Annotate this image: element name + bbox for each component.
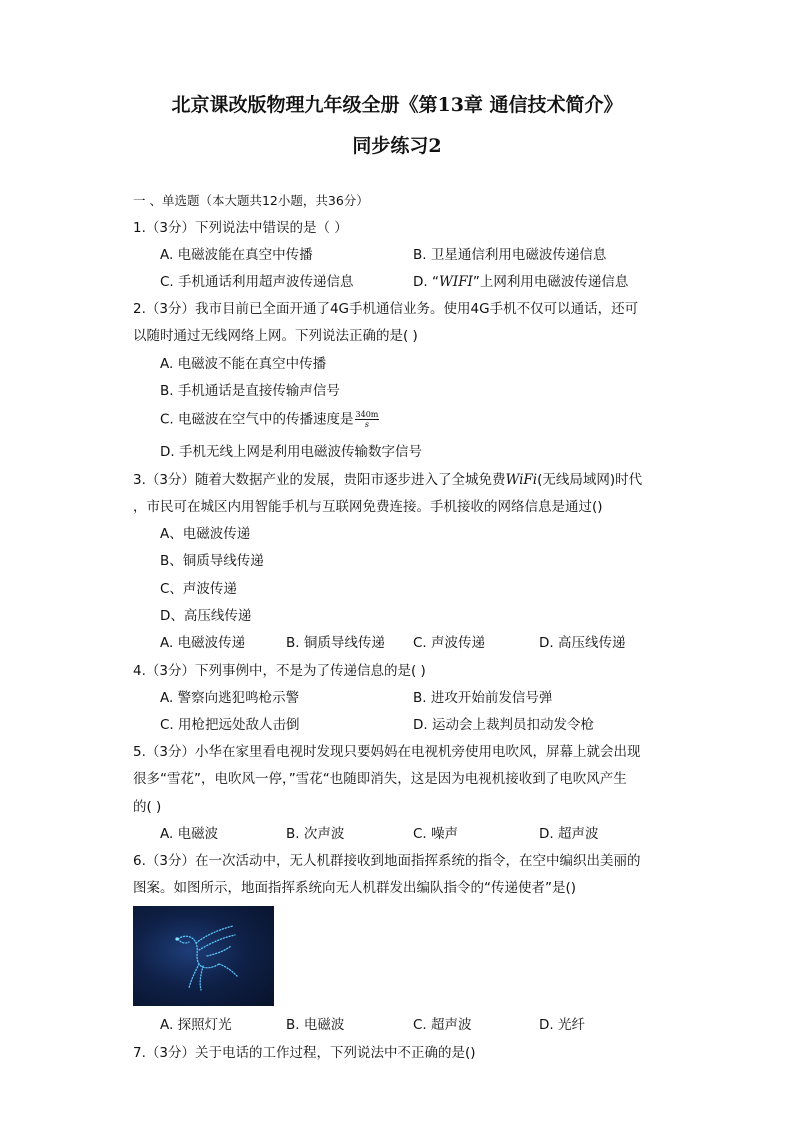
q3-option-a: A. 电磁波传递: [160, 635, 246, 651]
q4-option-c: C. 用枪把远处敌人击倒: [160, 717, 300, 733]
q6-option-c: C. 超声波: [413, 1017, 472, 1033]
q6-option-a: A. 探照灯光: [160, 1017, 232, 1033]
question-5-stem-line3: 的( ): [133, 799, 162, 815]
page-title: 北京课改版物理九年级全册《第13章 通信技术简介》: [171, 94, 623, 116]
q3-option-d: D. 高压线传递: [539, 635, 626, 651]
q3-list-c: C、声波传递: [160, 581, 237, 597]
question-6-stem-line1: 6.（3分）在一次活动中，无人机群接收到地面指挥系统的指令，在空中编织出美丽的: [133, 853, 641, 869]
page-subtitle: 同步练习2: [352, 135, 442, 157]
q5-option-d: D. 超声波: [539, 826, 599, 842]
q6-option-b: B. 电磁波: [286, 1017, 345, 1033]
question-4-stem: 4.（3分）下列事例中，不是为了传递信息的是( ): [133, 663, 426, 679]
q4-option-d: D. 运动会上裁判员扣动发令枪: [413, 717, 594, 733]
q1-option-c: C. 手机通话利用超声波传递信息: [160, 274, 354, 290]
q1-option-a: A. 电磁波能在真空中传播: [160, 247, 313, 263]
question-5-stem-line1: 5.（3分）小华在家里看电视时发现只要妈妈在电视机旁使用电吹风，屏幕上就会出现: [133, 744, 641, 760]
drone-bird-pattern: [133, 906, 274, 1006]
q3-option-c: C. 声波传递: [413, 635, 486, 651]
question-6-stem-line2: 图案。如图所示，地面指挥系统向无人机群发出编队指令的“传递使者”是(): [133, 880, 577, 896]
q2-option-b: B. 手机通话是直接传输声信号: [160, 383, 340, 399]
question-2-stem-line1: 2.（3分）我市目前已全面开通了4G手机通信业务。使用4G手机不仅可以通话，还可: [133, 301, 639, 317]
section-heading: 一 、单选题（本大题共12小题，共36分）: [133, 193, 369, 208]
q5-option-b: B. 次声波: [286, 826, 345, 842]
q2-option-a: A. 电磁波不能在真空中传播: [160, 356, 327, 372]
q4-option-b: B. 进攻开始前发信号弹: [413, 690, 553, 706]
q5-option-a: A. 电磁波: [160, 826, 219, 842]
q1-option-d: D. “WIFI”上网利用电磁波传递信息: [413, 274, 629, 290]
q3-list-d: D、高压线传递: [160, 608, 252, 624]
question-3-stem-line1: 3.（3分）随着大数据产业的发展，贵阳市逐步进入了全城免费WiFi(无线局域网)时代: [133, 472, 643, 488]
q3-option-b: B. 铜质导线传递: [286, 635, 385, 651]
q3-list-b: B、铜质导线传递: [160, 553, 264, 569]
question-1-stem: 1.（3分）下列说法中错误的是（ ）: [133, 220, 348, 236]
q2-option-d: D. 手机无线上网是利用电磁波传输数字信号: [160, 444, 422, 460]
question-7-stem: 7.（3分）关于电话的工作过程，下列说法中不正确的是(): [133, 1045, 476, 1061]
q1-option-b: B. 卫星通信利用电磁波传递信息: [413, 247, 607, 263]
q5-option-c: C. 噪声: [413, 826, 459, 842]
q4-option-a: A. 警察向逃犯鸣枪示警: [160, 690, 300, 706]
question-3-stem-line2: ，市民可在城区内用智能手机与互联网免费连接。手机接收的网络信息是通过(): [133, 499, 603, 515]
speed-fraction: $\frac{340m}{s}$: [355, 410, 379, 429]
q3-list-a: A、电磁波传递: [160, 526, 251, 542]
q6-option-d: D. 光纤: [539, 1017, 585, 1033]
question-2-stem-line2: 以随时通过无线网络上网。下列说法正确的是( ): [133, 328, 418, 344]
question-5-stem-line2: 很多“雪花”，电吹风一停，”雪花“也随即消失，这是因为电视机接收到了电吹风产生: [133, 771, 627, 787]
drone-formation-photo: [133, 906, 274, 1006]
q2-option-c: C. 电磁波在空气中的传播速度是 $\frac{340m}{s}$: [160, 410, 379, 429]
